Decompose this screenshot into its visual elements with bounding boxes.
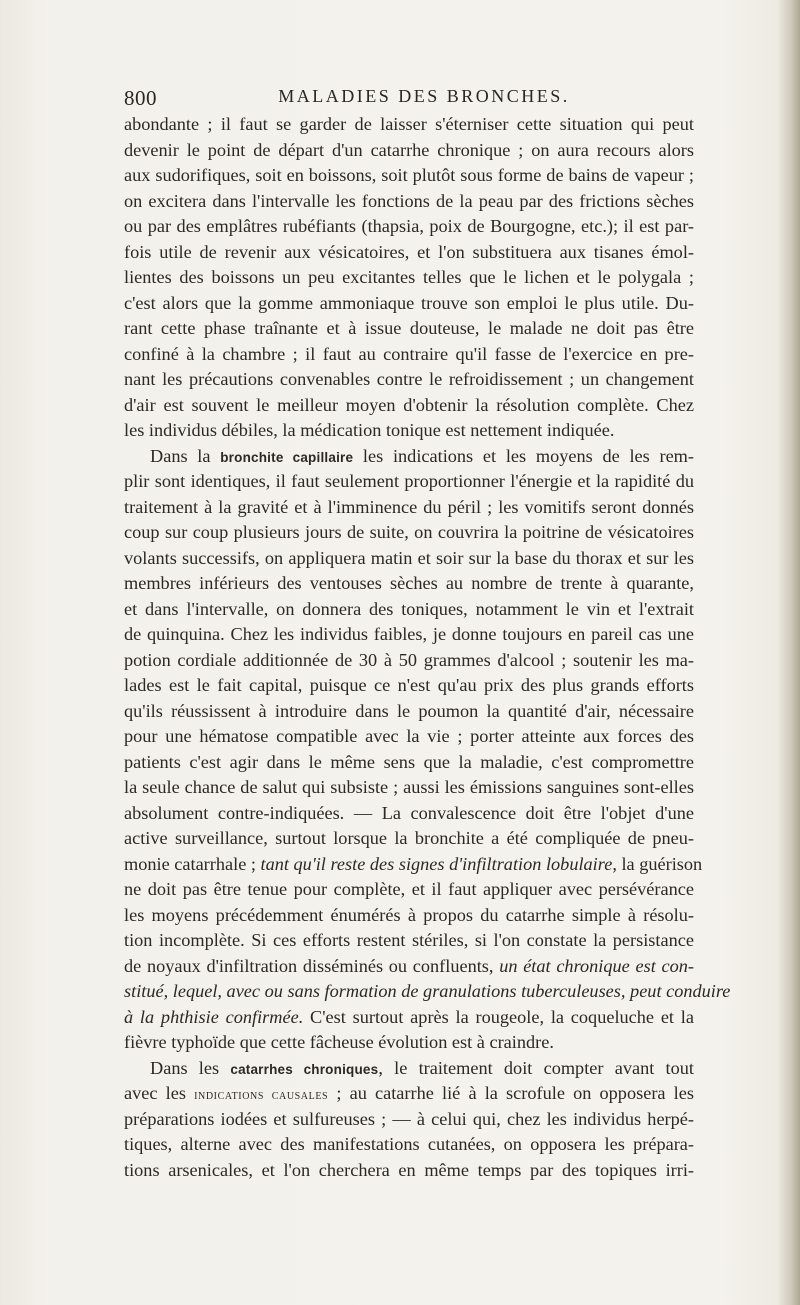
text-fragment: rant cette phase traînante et à issue douteuse, le malade ne doit pas être [124,318,694,338]
text-fragment: , la guérison [612,853,703,874]
text-fragment: monie catarrhale ; [124,853,261,874]
italic-text: à la phthisie confirmée. [124,1006,304,1027]
text-line [124,852,703,878]
text-fragment: fois utile de revenir aux vésicatoires, et l'on substituera aux tisanes émol- [124,241,694,262]
text-line [124,979,731,1005]
text-fragment: ; au catarrhe lié à la scrofule on opposera les [328,1083,694,1103]
text-fragment: d'air est souvent le meilleur moyen d'obtenir la résolution complète. Chez [124,394,694,415]
text-fragment: aux sudorifiques, soit en boissons, soit plutôt sous forme de bains de vapeur ; [124,165,694,185]
smallcaps-text: indications causales [194,1088,329,1103]
text-fragment: tions arsenicales, et l'on cherchera en même temps par des topiques irri- [124,1159,694,1180]
text-line [124,1005,694,1031]
section-heading: catarrhes chroniques [230,1061,379,1077]
text-line [124,495,694,521]
text-line [124,877,694,903]
text-fragment: on excitera dans l'intervalle les fonctions de la peau par des frictions sèches [124,190,694,211]
text-line [124,673,694,699]
text-line [124,1107,694,1133]
text-fragment: potion cordiale additionnée de 30 à 50 grammes d'alcool ; soutenir les ma- [124,649,694,670]
text-line [124,750,694,776]
text-line [124,928,694,954]
text-line [124,112,694,138]
text-line [124,367,694,393]
text-line [124,826,694,852]
text-line [124,189,694,215]
page-number: 800 [124,86,157,110]
text-fragment: la seule chance de salut qui subsiste ; aussi les émissions sanguines sont-elles [124,777,694,797]
text-line [124,1081,694,1107]
text-fragment: pour une hématose compatible avec la vie ; porter atteinte aux forces des [124,726,694,746]
text-line [124,214,694,240]
text-line [124,138,694,164]
text-line [124,265,694,291]
text-fragment: tiques, alterne avec des manifestations cutanées, on opposera les prépara- [124,1134,694,1154]
page-spine-shadow [778,0,800,1305]
page-header [124,86,694,112]
text-fragment: de quinquina. Chez les individus faibles, je donne toujours en pareil cas une [124,624,694,644]
section-heading: bronchite capillaire [220,449,354,465]
text-fragment: les individus débiles, la médication tonique est nettement indiquée. [124,420,615,440]
text-line [124,291,694,317]
text-fragment: membres inférieurs des ventouses sèches au nombre de trente à quarante, [124,573,694,593]
text-fragment: active surveillance, surtout lorsque la bronchite a été compliquée de pneu- [124,828,694,848]
text-line [124,954,694,980]
text-line [124,546,694,572]
text-line [124,1132,694,1158]
text-fragment: de noyaux d'infiltration disséminés ou confluents, [124,955,500,976]
text-line [124,1056,694,1082]
text-fragment: lientes des boissons un peu excitantes telles que le lichen et le polygala ; [124,267,694,287]
text-line [124,469,694,495]
text-line [124,775,694,801]
text-line [124,163,694,189]
text-line [124,316,694,342]
text-fragment: les moyens précédemment énumérés à propos du catarrhe simple à résolu- [124,904,694,925]
text-line [124,444,694,470]
text-fragment: avec les [124,1083,195,1103]
text-fragment: ne doit pas être tenue pour complète, et il faut appliquer avec persévérance [124,879,694,899]
running-title: MALADIES DES BRONCHES. [278,86,570,106]
text-line [124,571,694,597]
text-fragment: confiné à la chambre ; il faut au contraire qu'il fasse de l'exercice en pre- [124,343,694,364]
italic-text: stitué, lequel, avec ou sans formation de granulations tuberculeuses, peut conduire [124,981,731,1001]
text-fragment: patients c'est agir dans le même sens que la maladie, c'est compromettre [124,751,694,772]
text-fragment: qu'ils réussissent à introduire dans le poumon la quantité d'air, nécessaire [124,700,694,721]
text-fragment: préparations iodées et sulfureuses ; — à celui qui, chez les individus herpé- [124,1108,694,1129]
italic-text: un état chronique est con- [499,955,694,976]
text-fragment: nant les précautions convenables contre le refroidissement ; un changement [124,369,694,389]
text-fragment: C'est surtout après la rougeole, la coqueluche et la [303,1006,694,1027]
text-fragment: , le traitement doit compter avant tout [378,1057,694,1078]
text-line [124,903,694,929]
text-line [124,699,694,725]
text-line [124,393,694,419]
text-line [124,418,694,444]
text-fragment: traitement à la gravité et à l'imminence du péril ; les vomitifs seront donnés [124,496,694,517]
text-fragment: tion incomplète. Si ces efforts restent stériles, si l'on constate la persistance [124,930,694,950]
text-fragment: ou par des emplâtres rubéfiants (thapsia, poix de Bourgogne, etc.); il est par- [124,216,694,236]
text-fragment: fièvre typhoïde que cette fâcheuse évolution est à craindre. [124,1032,554,1052]
text-fragment: absolument contre-indiquées. — La convalescence doit être l'objet d'une [124,802,694,823]
text-line [124,240,694,266]
text-fragment: devenir le point de départ d'un catarrhe chronique ; on aura recours alors [124,139,694,160]
text-fragment: et dans l'intervalle, on donnera des toniques, notamment le vin et l'extrait [124,598,694,619]
text-fragment: les indications et les moyens de les rem- [353,445,694,466]
text-line [124,1030,694,1056]
text-line [124,648,694,674]
text-fragment: c'est alors que la gomme ammoniaque trouve son emploi le plus utile. Du- [124,292,694,313]
text-line [124,622,694,648]
text-fragment: coup sur coup plusieurs jours de suite, on couvrira la poitrine de vésicatoires [124,522,694,542]
text-line [124,801,694,827]
text-line [124,724,694,750]
text-fragment: volants successifs, on appliquera matin et soir sur la base du thorax et sur les [124,547,694,568]
text-fragment: Dans les [150,1057,231,1078]
text-fragment: abondante ; il faut se garder de laisser s'éterniser cette situation qui peut [124,114,694,134]
text-fragment: Dans la [150,445,221,466]
text-line [124,1158,694,1184]
text-line [124,597,694,623]
text-line [124,520,694,546]
italic-text: tant qu'il reste des signes d'infiltration lobulaire [260,853,613,874]
body-text [124,112,731,1183]
text-line [124,342,694,368]
text-fragment: plir sont identiques, il faut seulement proportionner l'énergie et la rapidité du [124,471,694,491]
text-fragment: lades est le fait capital, puisque ce n'est qu'au prix des plus grands efforts [124,675,694,695]
